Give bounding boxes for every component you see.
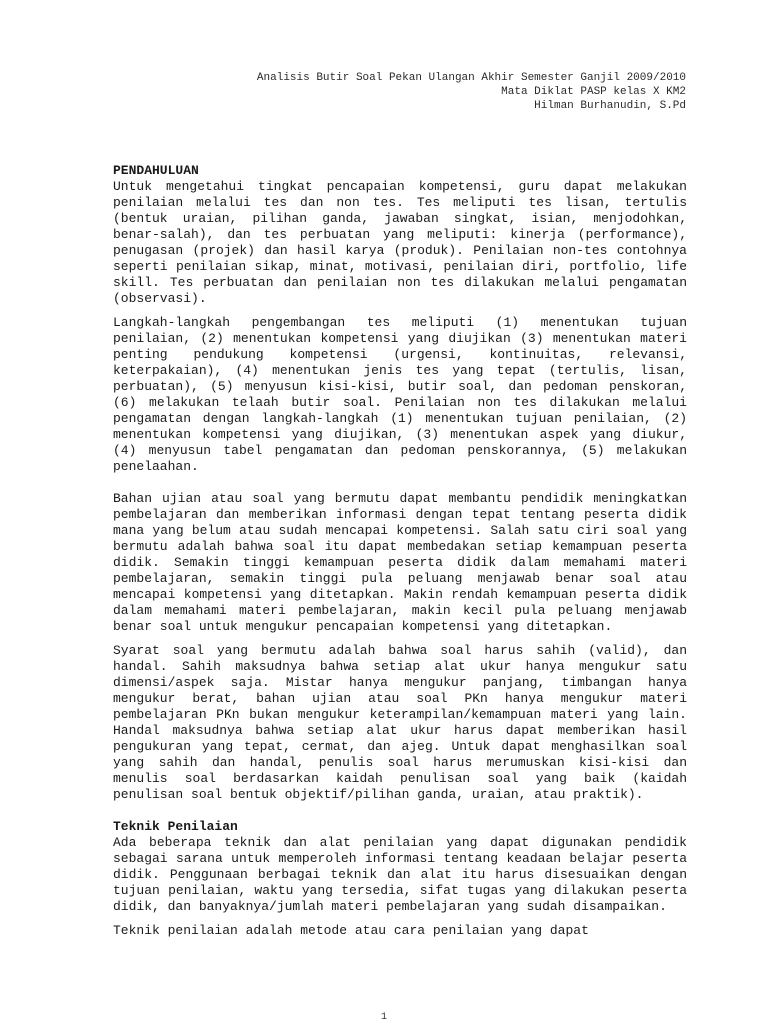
- paragraph: Bahan ujian atau soal yang bermutu dapat membantu pendidik meningkatkan pembelajaran dan memberikan informasi dengan tepat tentang peserta didik mana yang belum atau sudah mencapai kompetensi. Salah satu ciri soal yang bermutu adalah bahwa soal itu dapat membedakan setiap kemampuan peserta didik. Semakin tinggi kemampuan peserta didik dalam memahami materi pembelajaran, semakin tinggi pula peluang menjawab benar soal atau mencapai kompetensi yang ditetapkan. Makin rendah kemampuan peserta didik dalam memahami materi pembelajaran, makin kecil pula peluang menjawab benar soal untuk mengukur pencapaian kompetensi yang ditetapkan.: [113, 491, 687, 634]
- paragraph: Ada beberapa teknik dan alat penilaian yang dapat digunakan pendidik sebagai sarana untuk memperoleh informasi tentang keadaan belajar peserta didik. Penggunaan berbagai teknik dan alat itu harus disesuaikan dengan tujuan penilaian, waktu yang tersedia, sifat tugas yang dilakukan peserta didik, dan banyaknya/jumlah materi pembelajaran yang sudah disampaikan.: [113, 835, 687, 914]
- paragraph-spacer: [113, 635, 687, 643]
- section-heading-pendahuluan: PENDAHULUAN: [113, 163, 199, 178]
- paragraph-spacer: [113, 915, 687, 923]
- header-title: Analisis Butir Soal Pekan Ulangan Akhir Semester Ganjil 2009/2010: [256, 72, 686, 84]
- document-header: [257, 71, 686, 113]
- document-body: [113, 163, 687, 939]
- paragraph: Untuk mengetahui tingkat pencapaian kompetensi, guru dapat melakukan penilaian melalui tes dan non tes. Tes meliputi tes lisan, tertulis (bentuk uraian, pilihan ganda, jawaban singkat, isian, menjodohkan, benar-salah), dan tes perbuatan yang meliputi: kinerja (performance), penugasan (projek) dan hasil karya (produk). Penilaian non-tes contohnya seperti penilaian sikap, minat, motivasi, penilaian diri, portfolio, life skill. Tes perbuatan dan penilaian non tes dilakukan melalui pengamatan (observasi).: [113, 179, 687, 306]
- paragraph-spacer: [113, 307, 687, 315]
- header-author: Hilman Burhanudin, S.Pd: [534, 100, 686, 112]
- header-subject: Mata Diklat PASP kelas X KM2: [501, 86, 686, 98]
- paragraph-spacer: [113, 475, 687, 491]
- section-heading-teknik-penilaian: Teknik Penilaian: [113, 819, 238, 834]
- paragraph: Langkah-langkah pengembangan tes meliputi (1) menentukan tujuan penilaian, (2) menentukan kompetensi yang diujikan (3) menentukan materi penting pendukung kompetensi (urgensi, kontinuitas, relevansi, keterpakaian), (4) menentukan jenis tes yang tepat (tertulis, lisan, perbuatan), (5) menyusun kisi-kisi, butir soal, dan pedoman penskoran, (6) melakukan telaah butir soal. Penilaian non tes dilakukan melalui pengamatan dengan langkah-langkah (1) menentukan tujuan penilaian, (2) menentukan kompetensi yang diujikan, (3) menentukan aspek yang diukur, (4) menyusun tabel pengamatan dan pedoman penskorannya, (5) melakukan penelaahan.: [113, 315, 687, 474]
- paragraph: Teknik penilaian adalah metode atau cara penilaian yang dapat: [113, 923, 589, 938]
- page-number: 1: [380, 1012, 387, 1023]
- paragraph: Syarat soal yang bermutu adalah bahwa soal harus sahih (valid), dan handal. Sahih maksudnya bahwa setiap alat ukur hanya mengukur satu dimensi/aspek saja. Mistar hanya mengukur panjang, timbangan hanya mengukur berat, bahan ujian atau soal PKn hanya mengukur materi pembelajaran PKn bukan mengukur keterampilan/kemampuan materi yang lain. Handal maksudnya bahwa setiap alat ukur harus dapat memberikan hasil pengukuran yang tepat, cermat, dan ajeg. Untuk dapat menghasilkan soal yang sahih dan handal, penulis soal harus merumuskan kisi-kisi dan menulis soal berdasarkan kaidah penulisan soal yang baik (kaidah penulisan soal bentuk objektif/pilihan ganda, uraian, atau praktik).: [113, 643, 687, 802]
- paragraph-spacer: [113, 803, 687, 819]
